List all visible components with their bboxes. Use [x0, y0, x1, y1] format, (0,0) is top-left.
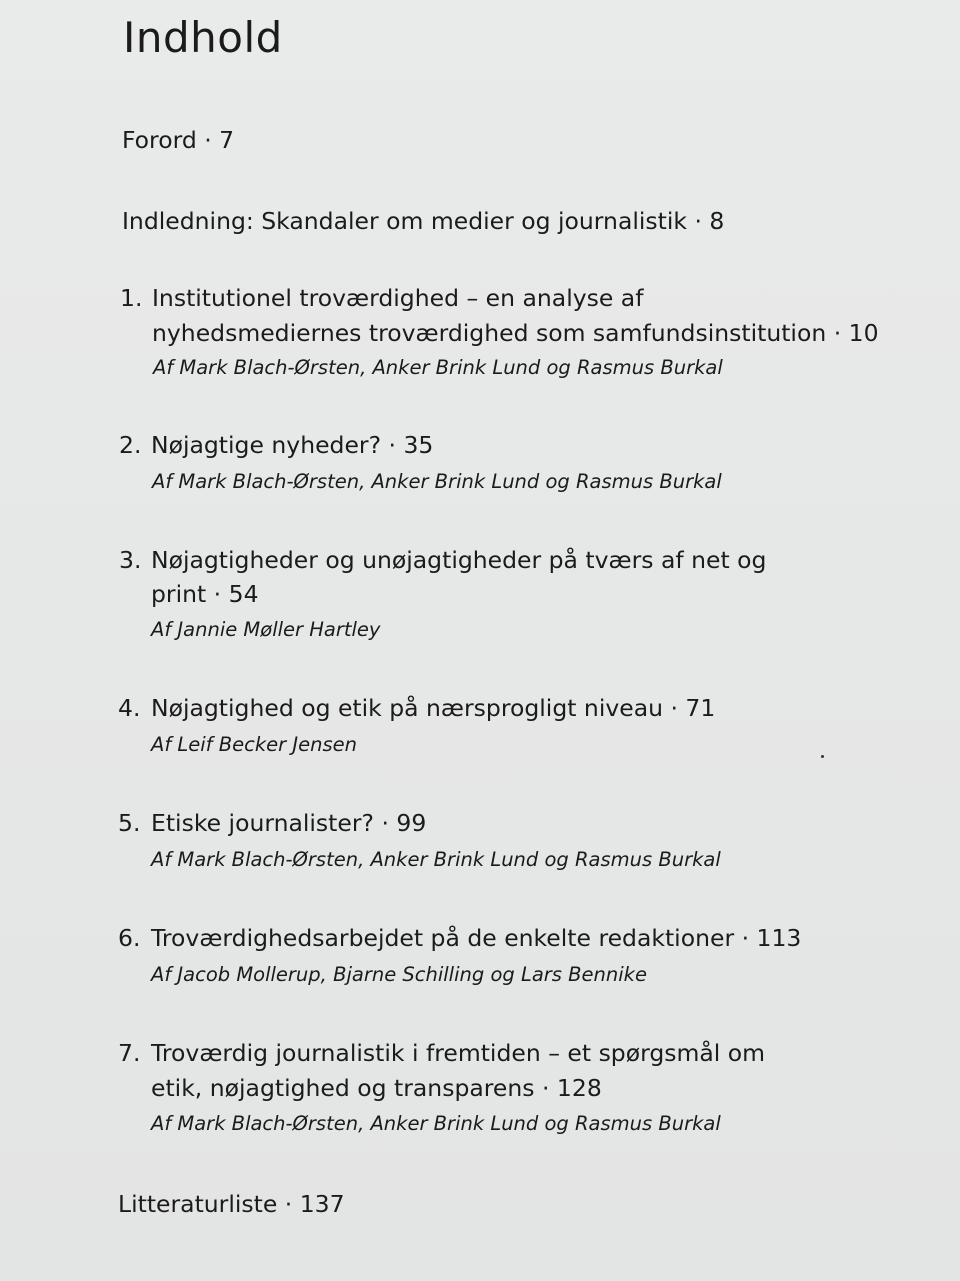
chapter-author: Af Mark Blach-Ørsten, Anker Brink Lund og Rasmus Burkal: [152, 470, 722, 493]
chapter-title-line: etik, nøjagtighed og transparens · 128: [151, 1074, 602, 1102]
chapter-author: Af Jacob Mollerup, Bjarne Schilling og Lars Bennike: [151, 963, 647, 986]
chapter-title-line: print · 54: [151, 580, 259, 608]
paper-speck: [821, 755, 824, 758]
toc-entry-forord: Forord · 7: [122, 126, 235, 154]
page-title: Indhold: [123, 13, 283, 62]
chapter-author: Af Mark Blach-Ørsten, Anker Brink Lund og Rasmus Burkal: [151, 1112, 721, 1135]
chapter-number: 7.: [118, 1039, 141, 1067]
chapter-title-line: Nøjagtigheder og unøjagtigheder på tværs af net og: [151, 546, 767, 574]
chapter-author: Af Mark Blach-Ørsten, Anker Brink Lund og Rasmus Burkal: [151, 848, 721, 871]
chapter-title-line: Nøjagtige nyheder? · 35: [151, 431, 434, 459]
chapter-title-line: Troværdighedsarbejdet på de enkelte redaktioner · 113: [151, 924, 802, 952]
toc-entry-litteraturliste: Litteraturliste · 137: [118, 1190, 345, 1218]
chapter-title-line: Troværdig journalistik i fremtiden – et spørgsmål om: [151, 1039, 766, 1067]
chapter-title-line: Nøjagtighed og etik på nærsprogligt niveau · 71: [151, 694, 716, 722]
chapter-number: 3.: [119, 546, 142, 574]
chapter-author: Af Leif Becker Jensen: [151, 733, 357, 756]
chapter-author: Af Jannie Møller Hartley: [151, 618, 381, 641]
chapter-number: 6.: [118, 924, 141, 952]
chapter-number: 4.: [118, 694, 141, 722]
chapter-number: 5.: [118, 809, 141, 837]
chapter-title-line: Etiske journalister? · 99: [151, 809, 427, 837]
chapter-author: Af Mark Blach-Ørsten, Anker Brink Lund og Rasmus Burkal: [153, 356, 723, 379]
chapter-number: 1.: [120, 284, 143, 312]
chapter-title-line: Institutionel troværdighed – en analyse af: [152, 284, 644, 312]
toc-entry-indledning: Indledning: Skandaler om medier og journalistik · 8: [122, 207, 725, 235]
chapter-number: 2.: [119, 431, 142, 459]
chapter-title-line: nyhedsmediernes troværdighed som samfundsinstitution · 10: [152, 319, 879, 347]
